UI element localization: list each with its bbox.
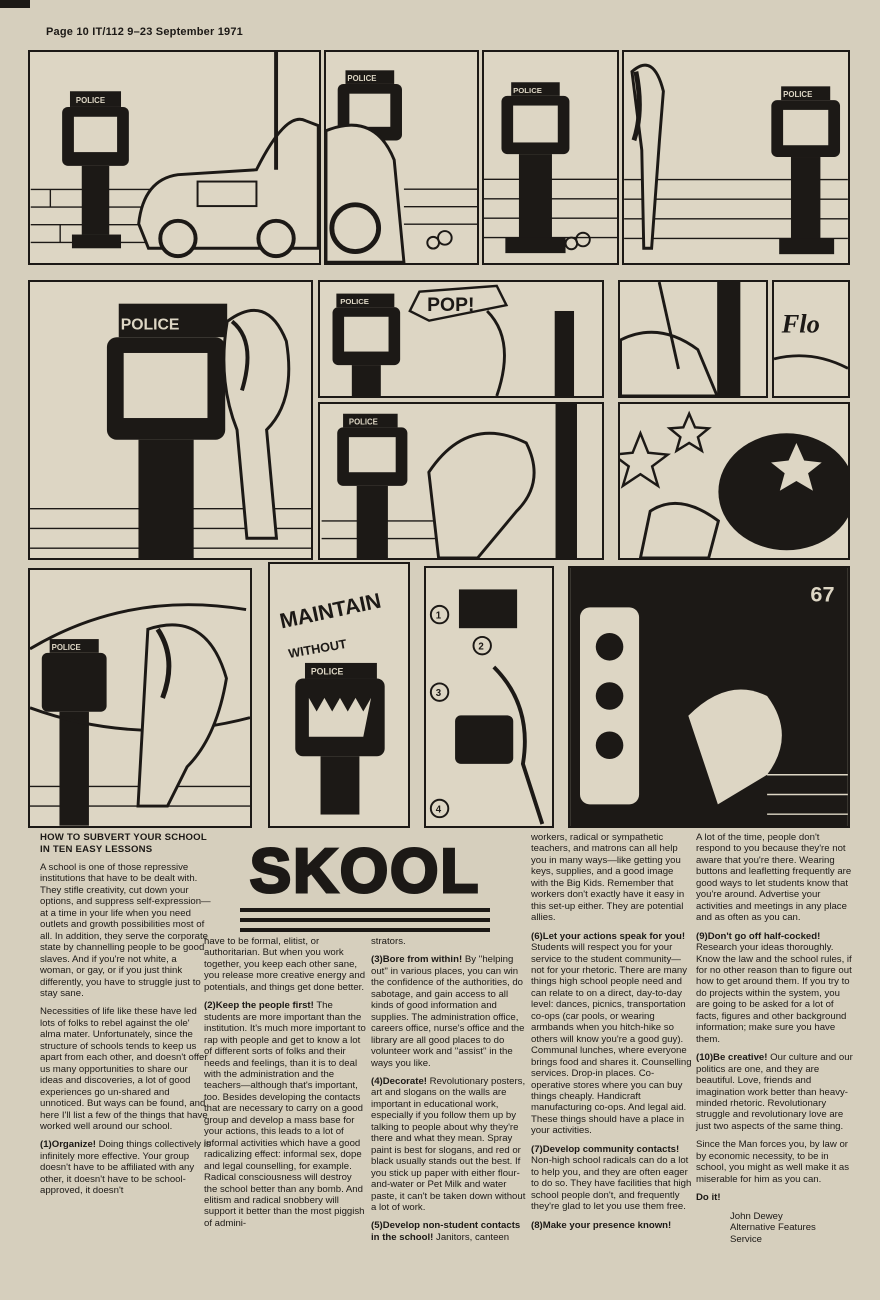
circle-number-4: 4	[435, 804, 442, 816]
point-heading: (10)Be creative!	[696, 1052, 768, 1064]
paragraph: Since the Man forces you, by law or by economic necessity, to be in school, you might as well make it as miserable for him as you can.	[696, 1139, 850, 1185]
comic-panel-6	[318, 280, 604, 398]
comic-panel-2	[324, 50, 479, 265]
comic-panel-9	[772, 280, 850, 398]
police-sign: POLICE	[51, 642, 81, 652]
circle-number-2: 2	[478, 641, 484, 653]
paragraph: have to be formal, elitist, or authoritarian. But when you work together, you keep each other sane, you release more creative energy and potentials, and things get done better.	[204, 936, 366, 993]
comic-panel-8	[618, 280, 768, 398]
police-sign: POLICE	[340, 297, 369, 307]
paragraph: Revolutionary posters, art and slogans on the walls are important in educational work, especially if you follow them up by talking to people about why they're there and what they mean. Spray paint is best for slogans, and red or black usually stands out the best. If you stick up paper with either flour-and-water or Pet Milk and water paste, it can't be taken down without a lot of work.	[371, 1075, 526, 1213]
point-heading: (1)Organize!	[40, 1139, 96, 1151]
paragraph: Necessities of life like these have led lots of folks to rebel against the ole' alma mater. Unfortunately, since the structure of schools tends to keep us apart from each other, and doesn't offer us many opportunities to share our ideas and discoveries, a lot of good experiences go un-shared and unnoticed. But ways can be found, and here I'll list a few of the things that have worked well around our school.	[40, 1006, 208, 1132]
police-sign: POLICE	[513, 85, 542, 95]
paragraph: Janitors, canteen	[436, 1231, 510, 1243]
circle-number-3: 3	[435, 688, 442, 700]
agency-line-1: Alternative Features	[730, 1222, 816, 1234]
article-column-4	[531, 832, 693, 1238]
byline	[730, 1211, 854, 1245]
circle-number-1: 1	[435, 610, 442, 622]
comic-panel-5	[28, 280, 313, 560]
comic-panel-4	[622, 50, 850, 265]
police-sign: POLICE	[783, 90, 813, 100]
comic-panel-3	[482, 50, 619, 265]
paragraph: Research your ideas thoroughly. Know the law and the school rules, if for no other reason than to figure out how to get around them. If you try to do projects within the system, you are going to be asked for a lot of facts, figures and other background information; make sure you have them.	[696, 942, 852, 1045]
article-column-5	[696, 832, 854, 1245]
comic-panel-12	[268, 562, 410, 828]
point-heading: (9)Don't go off half-cocked!	[696, 930, 821, 942]
point-heading: (3)Bore from within!	[371, 954, 463, 966]
police-sign: POLICE	[347, 74, 377, 84]
comic-panel-11	[28, 568, 252, 828]
article-column-1	[40, 832, 212, 1204]
paragraph: Doing things collectively is infinitely more effective. Your group doesn't have to be affiliated with any other, it doesn't have to be school-approved, it doesn't	[40, 1139, 211, 1197]
skool-title	[240, 826, 490, 946]
paragraph: Our culture and our politics are one, and they are beautiful. Love, friends and imagination work better than heavy-minded rhetoric. Revolutionary struggle and revolutionary love are just two aspects of the same thing.	[696, 1052, 853, 1132]
paragraph: workers, radical or sympathetic teachers, and matrons can all help you in many ways—like getting you keys, supplies, and a good image with the Big Kids. Remember that workers don't exactly have it easy in this set-up either. They are potential allies.	[531, 832, 685, 924]
paragraph: The students are more important than the institution. It's much more important to rap with people and get to know a lot of different sorts of folks and their needs and feelings, than it is to deal with the administration and the teachers—although that's important, too. Besides developing the contacts that are necessary to carry on a good group and develop a mass base for your actions, this leads to a lot of informal activities which have a good radicalizing effect: informal sex, dope and legal counselling, for example. Radical consciousness will destroy the school better than any bomb. And elitism and radical snobbery will support it better than the most piggish of admini-	[204, 1000, 366, 1229]
point-heading: (6)Let your actions speak for you!	[531, 930, 686, 942]
svg-text:SKOOL: SKOOL	[249, 837, 481, 906]
agency-line-2: Service	[730, 1233, 762, 1245]
corner-mark	[0, 0, 30, 8]
article-column-2	[204, 936, 366, 1236]
author-name: John Dewey	[730, 1210, 783, 1222]
comic-panel-14	[568, 566, 850, 828]
police-sign: POLICE	[120, 316, 180, 334]
pop-sound-effect: POP!	[427, 294, 475, 316]
police-sign: POLICE	[75, 96, 106, 106]
paragraph: A school is one of those repressive institutions that have to be dealt with. They stifle creativity, cut down your options, and suppress self-expression—at a time in your life when you need outlets and growth possibilities most of all. In addition, they serve the corporate state by channelling people to be good slaves. And if you're not white, a woman, or gay, or if you just think differently, you have to struggle just to stay sane.	[40, 862, 211, 999]
paragraph: A lot of the time, people don't respond to you because they're not aware that you're there. Wearing buttons and leafletting frequently are good ways to let students know that you're around. Advertise your activities and meetings in any place and as often as you can.	[696, 832, 852, 924]
maintain-label: MAINTAIN	[277, 588, 384, 634]
paragraph: By ''helping out'' in various places, you can win the confidence of the authorities, do sabotage, and gain access to all kinds of good information and supplies. The administration office, careers office, nurse's office and the library are all good places to do volunteer work and ''assist'' in the ways you like.	[371, 954, 525, 1069]
do-it-line: Do it!	[696, 1192, 721, 1204]
comic-panel-1	[28, 50, 321, 265]
number-67: 67	[810, 581, 835, 607]
paragraph: Non-high school radicals can do a lot to help you, and they are often eager to do so. They have facilities that high school people don't, and frequently they're glad to let you use them free.	[531, 1155, 692, 1213]
point-heading: (4)Decorate!	[371, 1075, 427, 1087]
police-sign: POLICE	[310, 666, 344, 677]
without-label: WITHOUT	[287, 636, 348, 661]
point-heading: (8)Make your presence known!	[531, 1219, 672, 1231]
article-column-3	[371, 936, 526, 1250]
police-sign: POLICE	[348, 417, 378, 427]
point-heading: (2)Keep the people first!	[204, 1000, 314, 1012]
point-heading: (7)Develop community contacts!	[531, 1143, 680, 1155]
comic-panel-13	[424, 566, 554, 828]
comic-panel-10	[618, 402, 850, 560]
page-folio: Page 10 IT/112 9–23 September 1971	[46, 26, 243, 38]
comic-panel-7	[318, 402, 604, 560]
flo-label: Flo	[781, 308, 820, 339]
point-heading: (5)Develop non-student contacts in the school!	[371, 1220, 521, 1243]
paragraph: strators.	[371, 936, 406, 947]
paragraph: Students will respect you for your service to the student community—not for your rhetoric. There are many things high school people need and can relate to on a direct, day-to-day level: dances, picnics, transportation co-ops (car pools, or wearing armbands when you hitch-hike so others will know you're a good guy). Communal lunches, where everyone brings food and shares it. Counselling services. Drop-in places. Co-operative stores where you can buy things cheaply. Handicraft manufacturing co-ops. And legal aid. These things should have a place in your activities.	[531, 942, 692, 1137]
article-headline: HOW TO SUBVERT YOUR SCHOOL IN TEN EASY LESSONS	[40, 832, 207, 855]
